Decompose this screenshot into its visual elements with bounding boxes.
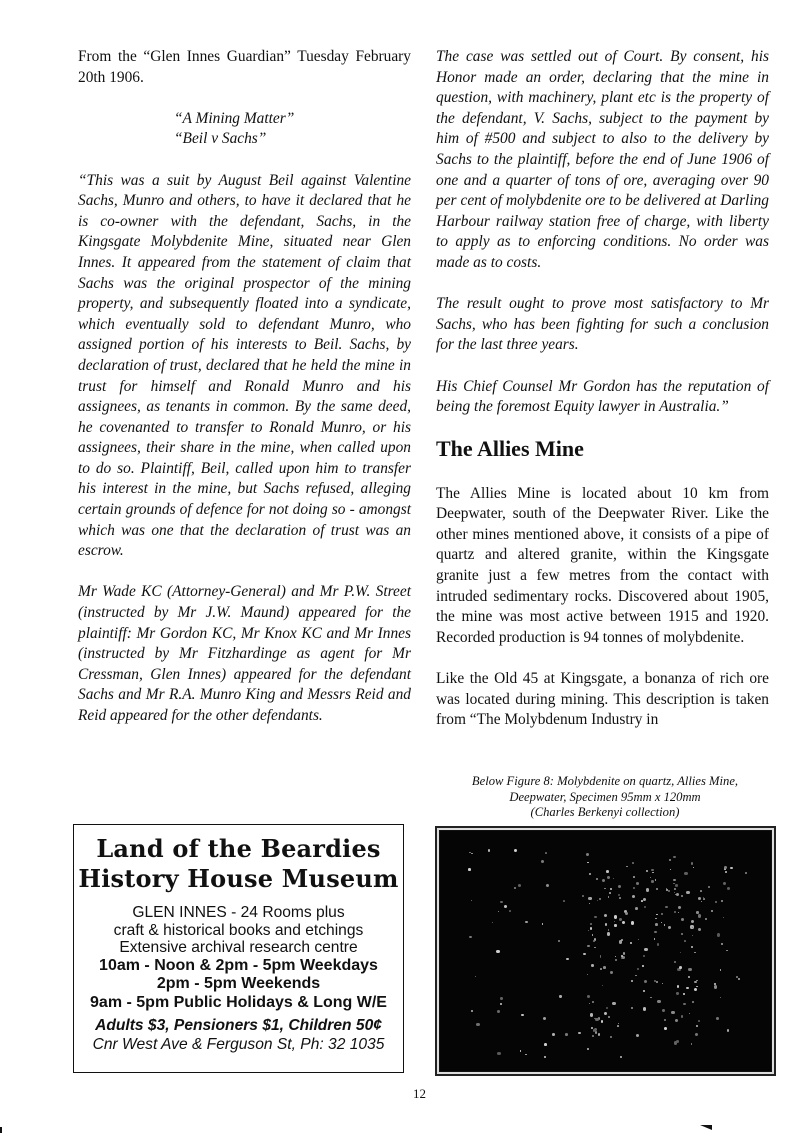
photo-speck	[676, 893, 679, 896]
photo-speck	[661, 922, 662, 923]
photo-speck	[643, 898, 646, 901]
article-paragraph: His Chief Counsel Mr Gordon has the reputation of being the foremost Equity lawyer in Australia.”	[436, 377, 769, 416]
photo-speck	[675, 884, 678, 887]
photo-speck	[587, 945, 590, 948]
photo-speck	[545, 852, 547, 854]
photo-speck	[614, 924, 616, 926]
photo-speck	[671, 1011, 674, 1014]
photo-speck	[694, 981, 696, 983]
photo-speck	[625, 912, 628, 915]
photo-speck	[471, 853, 473, 855]
photo-speck	[598, 1033, 600, 1035]
photo-speck	[635, 975, 636, 976]
photo-speck	[595, 1018, 598, 1021]
photo-speck	[673, 879, 676, 882]
photo-speck	[678, 912, 679, 913]
photo-speck	[607, 932, 610, 935]
photo-speck	[469, 936, 471, 938]
photo-speck	[601, 1020, 603, 1022]
photo-speck	[615, 956, 617, 958]
ad-title-line: History House Museum	[78, 864, 399, 893]
photo-speck	[723, 917, 724, 918]
photo-speck	[655, 879, 656, 880]
photo-speck	[559, 995, 561, 997]
photo-speck	[566, 958, 568, 960]
photo-speck	[662, 1009, 665, 1012]
photo-speck	[582, 895, 584, 897]
photo-speck	[698, 914, 701, 917]
photo-speck	[608, 896, 610, 898]
photo-speck	[684, 940, 686, 942]
photo-speck	[698, 928, 701, 931]
photo-speck	[745, 872, 747, 874]
photo-speck	[725, 871, 727, 873]
photo-speck	[656, 981, 658, 983]
photo-speck	[655, 923, 658, 926]
photo-speck	[622, 921, 625, 924]
photo-speck	[668, 926, 671, 929]
photo-speck	[676, 992, 678, 994]
photo-speck	[714, 985, 717, 988]
photo-speck	[688, 976, 690, 978]
photo-speck	[606, 870, 609, 873]
photo-speck	[589, 1003, 590, 1004]
photo-speck	[621, 955, 623, 957]
photo-speck	[595, 1031, 597, 1033]
photo-speck	[656, 914, 657, 915]
photo-speck	[724, 866, 727, 869]
photo-speck	[698, 1020, 700, 1022]
museum-advertisement	[73, 824, 404, 1073]
photo-speck	[635, 907, 638, 910]
photo-speck	[607, 876, 610, 879]
photo-speck	[614, 915, 617, 918]
photo-speck	[727, 887, 730, 890]
photo-speck	[612, 1002, 615, 1005]
ad-hours: 2pm - 5pm Weekends	[156, 975, 321, 993]
photo-speck	[674, 911, 676, 913]
photo-speck	[541, 860, 544, 863]
photo-speck	[514, 849, 517, 852]
photo-speck	[542, 923, 543, 924]
photo-speck	[544, 1043, 547, 1046]
photo-speck	[604, 914, 607, 917]
photo-speck	[664, 1019, 666, 1021]
photo-speck	[623, 952, 625, 954]
photo-speck	[630, 942, 633, 945]
photo-speck	[621, 939, 623, 941]
photo-speck	[589, 903, 590, 904]
molybdenite-specimen-photo	[435, 826, 776, 1076]
photo-speck	[618, 885, 621, 888]
section-paragraph: Like the Old 45 at Kingsgate, a bonanza of rich ore was located during mining. This description is taken from “The Molybdenum Industry in	[436, 670, 769, 729]
photo-speck	[657, 943, 659, 945]
photo-speck	[684, 872, 687, 875]
photo-speck	[654, 931, 656, 933]
left-column	[78, 47, 411, 727]
photo-speck	[708, 886, 710, 888]
photo-speck	[610, 971, 613, 974]
photo-speck	[691, 862, 693, 864]
photo-speck	[596, 878, 598, 880]
photo-speck	[590, 927, 592, 929]
photo-speck	[588, 930, 589, 931]
photo-speck	[586, 853, 589, 856]
photo-speck	[578, 1032, 581, 1035]
photo-speck	[617, 1025, 619, 1027]
photo-speck	[646, 888, 649, 891]
article-paragraph: The result ought to prove most satisfactory to Mr Sachs, who has been fighting for such a conclusion for the last three years.	[436, 295, 769, 354]
photo-speck	[626, 866, 627, 867]
photo-speck	[563, 900, 565, 902]
photo-speck	[644, 906, 646, 908]
photo-speck	[727, 1029, 730, 1032]
photo-speck	[594, 947, 595, 948]
photo-speck	[657, 1000, 660, 1003]
ad-address: Cnr West Ave & Ferguson St, Ph: 32 1035	[92, 1036, 385, 1054]
photo-speck	[670, 869, 672, 871]
photo-speck	[686, 891, 689, 894]
photo-speck	[592, 934, 593, 935]
photo-speck	[721, 943, 722, 944]
article-subhead: “Beil v Sachs”	[174, 130, 267, 148]
right-column	[436, 47, 769, 731]
photo-speck	[597, 900, 599, 902]
photo-speck	[509, 910, 511, 912]
photo-speck	[674, 888, 676, 890]
photo-speck	[661, 913, 663, 915]
section-paragraph: The Allies Mine is located about 10 km from Deepwater, south of the Deepwater River. Like the other mines mentioned above, it consists of a pipe of quartz and altered granite, within the Kingsgate granite just a few metres from the contact with intruded sedimentary rocks. Discovered about 1905, the mine was most active between 1915 and 1920. Recorded production is 94 tonnes of molybdenite.	[436, 484, 769, 646]
photo-speck	[665, 906, 667, 908]
photo-speck	[544, 1056, 546, 1058]
section-heading: The Allies Mine	[436, 435, 584, 461]
scan-mark	[0, 1127, 2, 1133]
photo-speck	[521, 1014, 524, 1017]
photo-speck	[631, 1007, 633, 1009]
photo-speck	[608, 929, 610, 931]
photo-speck	[593, 1029, 595, 1031]
photo-speck	[620, 1056, 623, 1059]
photo-speck	[602, 985, 603, 986]
photo-speck	[614, 921, 615, 922]
photo-speck	[602, 879, 605, 882]
photo-speck	[633, 887, 635, 889]
photo-speck	[606, 1007, 609, 1010]
photo-speck	[636, 1034, 639, 1037]
ad-line: craft & historical books and etchings	[113, 921, 364, 939]
photo-speck	[525, 1054, 527, 1056]
photo-speck	[679, 966, 682, 969]
photo-speck	[681, 933, 683, 935]
photo-speck	[497, 1052, 500, 1055]
ad-hours: 9am - 5pm Public Holidays & Long W/E	[90, 993, 387, 1011]
photo-speck	[475, 976, 476, 977]
photo-speck	[644, 980, 647, 983]
ad-hours: 10am - Noon & 2pm - 5pm Weekdays	[99, 956, 378, 974]
photo-speck	[703, 898, 705, 900]
photo-speck	[587, 995, 590, 998]
photo-speck	[717, 933, 720, 936]
photo-speck	[654, 938, 655, 939]
photo-speck	[693, 867, 694, 868]
photo-speck	[738, 978, 740, 980]
photo-speck	[514, 887, 516, 889]
photo-speck	[546, 884, 549, 887]
photo-speck	[698, 897, 701, 900]
photo-speck	[700, 890, 702, 892]
photo-speck	[723, 882, 726, 885]
photo-speck	[692, 1001, 694, 1003]
photo-speck	[610, 888, 612, 890]
photo-speck	[720, 997, 721, 998]
photo-speck	[589, 873, 591, 875]
photo-speck	[605, 923, 607, 925]
photo-speck	[603, 966, 606, 969]
photo-speck	[683, 993, 685, 995]
photo-speck	[720, 969, 721, 970]
photo-speck	[587, 974, 588, 975]
photo-speck	[543, 1017, 546, 1020]
photo-speck	[705, 918, 708, 921]
photo-speck	[500, 997, 503, 1000]
caption-line: (Charles Berkenyi collection)	[530, 805, 680, 819]
photo-speck	[590, 923, 592, 925]
photo-speck	[504, 905, 507, 908]
photo-speck	[599, 898, 602, 901]
photo-speck	[683, 1003, 686, 1006]
photo-speck	[646, 870, 648, 872]
photo-speck	[600, 955, 601, 956]
photo-speck	[591, 964, 594, 967]
photo-speck	[652, 872, 654, 874]
photo-speck	[471, 900, 472, 901]
photo-speck	[594, 916, 596, 918]
caption-line: Deepwater, Specimen 95mm x 120mm	[509, 789, 701, 804]
photo-speck	[609, 892, 611, 894]
photo-speck	[636, 882, 639, 885]
ad-line: Extensive archival research centre	[119, 939, 358, 957]
page-number: 12	[413, 1086, 426, 1101]
photo-speck	[688, 968, 691, 971]
photo-speck	[632, 895, 635, 898]
article-paragraph: The case was settled out of Court. By consent, his Honor made an order, declaring that the mine in question, with machinery, plant etc is the property of the defendant, V. Sachs, subject to the payment by him of #500 and subject to also to the delivery by Sachs to the plaintiff, before the end of June 1906 of one and a quarter of tons of ore, averaging over 90 per cent of molybdenite ore to be delivered at Darling Harbour railway station free of charge, with liberty to apply as to enforcing conditions. No order was made as to costs.	[436, 48, 769, 271]
photo-speck	[618, 894, 620, 896]
photo-speck	[681, 1015, 684, 1018]
photo-speck	[592, 1035, 594, 1037]
photo-speck	[677, 985, 679, 987]
ad-prices: Adults $3, Pensioners $1, Children 50¢	[95, 1017, 382, 1035]
photo-speck	[694, 988, 697, 991]
photo-speck	[730, 867, 733, 870]
photo-speck	[587, 862, 588, 863]
photo-speck	[558, 940, 560, 942]
photo-speck	[676, 1040, 679, 1043]
photo-speck	[695, 1033, 698, 1036]
photo-speck	[643, 990, 645, 992]
photo-speck	[642, 965, 644, 967]
photo-speck	[468, 868, 471, 871]
photo-speck	[500, 1003, 502, 1005]
photo-speck	[613, 878, 615, 880]
photo-speck	[644, 948, 647, 951]
photo-speck	[643, 1007, 646, 1010]
photo-speck	[592, 1001, 594, 1003]
photo-speck	[518, 884, 521, 887]
photo-speck	[608, 1016, 610, 1018]
scan-mark	[700, 1125, 712, 1130]
photo-speck	[520, 1050, 522, 1052]
photo-speck	[497, 1010, 500, 1013]
photo-speck	[631, 921, 634, 924]
photo-speck	[691, 946, 693, 948]
article-paragraph: “This was a suit by August Beil against Valentine Sachs, Munro and others, to have it declared that he is co-owner with the defendant, Sachs, in the Kingsgate Molybdenite Mine, situated near Glen Innes. It appeared from the statement of claim that Sachs was the original prospector of the mining property, and subsequently floated into a syndicate, which eventually sold to defendant Munro, who assigned portion of his interests to Beil. Sachs, by declaration of trust, declared that he held the mine in trust for himself and Ronald Munro and his assignees, as tenants in common. By the same deed, he covenanted to transfer to Ronald Munro, or his assignees, their share in the mine, when called upon to do so. Plaintiff, Beil, called upon him to transfer his interest in the mine, but Sachs refused, alleging certain grounds of defence for not doing so - amongst which was one that the declaration of trust was an escrow.	[78, 171, 411, 560]
photo-speck	[552, 1033, 555, 1036]
photo-speck	[678, 906, 681, 909]
photo-speck	[638, 939, 639, 940]
photo-speck	[492, 922, 493, 923]
photo-speck	[668, 890, 670, 892]
photo-speck	[689, 1013, 690, 1014]
photo-speck	[692, 935, 693, 936]
photo-speck	[686, 987, 689, 990]
photo-speck	[500, 901, 502, 903]
photo-speck	[618, 1023, 619, 1024]
photo-speck	[662, 983, 663, 984]
photo-speck	[591, 1027, 593, 1029]
photo-speck	[681, 918, 684, 921]
photo-speck	[673, 856, 676, 859]
photo-speck	[664, 924, 665, 925]
photo-speck	[590, 1013, 593, 1016]
photo-speck	[498, 911, 499, 912]
photo-speck	[655, 918, 656, 919]
photo-speck	[680, 952, 681, 953]
photo-speck	[631, 980, 633, 982]
article-subhead: “A Mining Matter”	[174, 109, 295, 127]
article-paragraph: Mr Wade KC (Attorney-General) and Mr P.W. Street (instructed by Mr J.W. Maund) appeared for the plaintiff: Mr Gordon KC, Mr Knox KC and Mr Innes (instructed by Mr Fitzhardinge as agent for Mr Cressman, Glen Innes) appeared for the defendant Sachs and Mr R.A. Munro King and Messrs Reid and Reid appeared for the other defendants.	[78, 583, 411, 724]
photo-speck	[619, 897, 621, 899]
photo-speck	[721, 900, 723, 902]
photo-speck	[633, 876, 635, 878]
photo-speck	[587, 1048, 589, 1050]
photo-speck	[701, 901, 702, 902]
photo-speck	[656, 888, 658, 890]
photo-speck	[604, 888, 605, 889]
photo-speck	[496, 950, 499, 953]
photo-speck	[565, 1033, 568, 1036]
photo-speck	[637, 968, 639, 970]
photo-speck	[651, 880, 654, 883]
photo-speck	[632, 862, 634, 864]
photo-speck	[600, 968, 602, 970]
ad-line: GLEN INNES - 24 Rooms plus	[132, 904, 345, 921]
photo-speck	[681, 895, 683, 897]
photo-speck	[675, 1019, 678, 1022]
photo-speck	[664, 1027, 667, 1030]
photo-speck	[691, 920, 694, 923]
photo-speck	[715, 901, 717, 903]
photo-speck	[604, 1012, 607, 1015]
intro-text: From the “Glen Innes Guardian” Tuesday February 20th 1906.	[78, 48, 411, 86]
photo-speck	[488, 849, 490, 851]
photo-speck	[650, 877, 652, 879]
ad-title-line: Land of the Beardies	[96, 834, 381, 863]
photo-speck	[726, 950, 727, 951]
photo-speck	[615, 959, 618, 962]
photo-speck	[471, 1010, 473, 1012]
photo-speck	[593, 940, 595, 942]
photo-speck	[583, 953, 586, 956]
caption-line: Below Figure 8: Molybdenite on quartz, Allies Mine,	[471, 774, 739, 788]
photo-speck	[669, 859, 671, 861]
photo-speck	[691, 1043, 693, 1045]
photo-speck	[694, 952, 696, 954]
photo-speck	[610, 1036, 612, 1038]
photo-speck	[525, 921, 528, 924]
photo-speck	[711, 910, 713, 912]
photo-speck	[651, 869, 654, 872]
photo-speck	[696, 986, 698, 988]
photo-speck	[674, 961, 676, 963]
photo-speck	[696, 1025, 698, 1027]
figure-caption	[436, 774, 774, 821]
photo-speck	[476, 1023, 479, 1026]
photo-speck	[716, 1017, 719, 1020]
photo-speck	[650, 997, 651, 998]
photo-speck	[643, 955, 645, 957]
